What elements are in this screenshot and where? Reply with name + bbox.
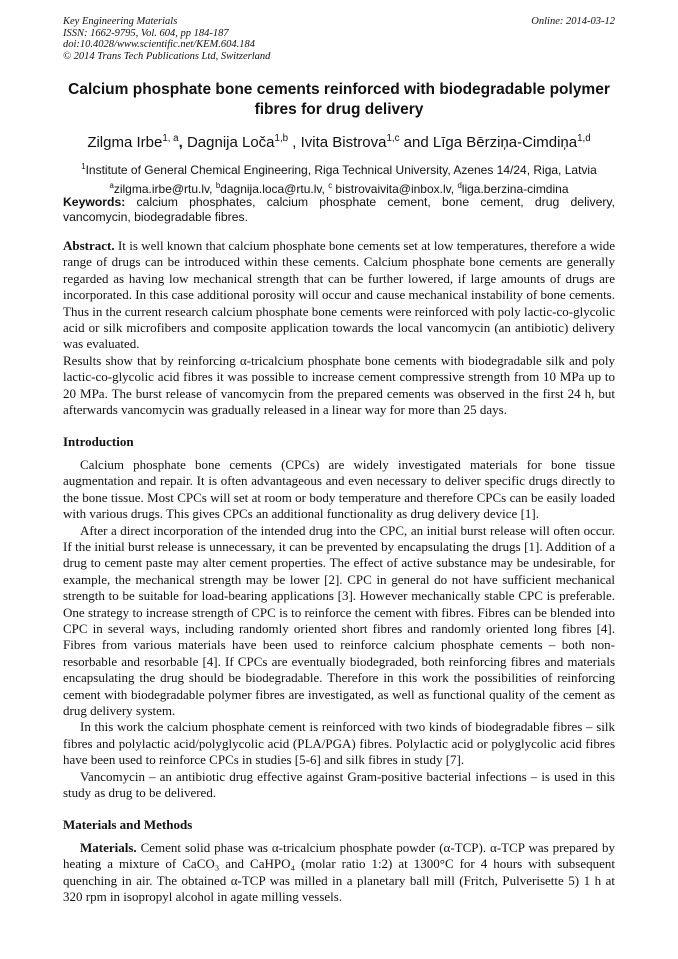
paper-title: Calcium phosphate bone cements reinforced with biodegradable polymer fibres for drug delivery: [68, 81, 610, 118]
abstract-text: It is well known that calcium phosphate bone cements set at low temperatures, therefore a wide range of drugs can be introduced within these cements. Calcium phosphate bone cements are generally regarded as having low mechanical strength that can be further lowered, if large amounts of drugs are incorporated. In this case additional porosity will occur and cause mechanical instability of bone cements. Thus in the current research calcium phosphate bone cements were reinforced with poly lactic-co-glycolic acid or silk microfibers and composite application towards the local vancomycin (an antibiotic) delivery was evaluated.: [63, 238, 615, 352]
online-date: Online: 2014-03-12: [531, 16, 615, 27]
materials-label: Materials.: [80, 839, 137, 855]
materials-text: Cement solid phase was α-tricalcium phosphate powder (α-TCP). α-TCP was prepared by heating a mixture of CaCO₃ and CaHPO₄ (molar ratio 1:2) at 1300°C for 4 hours with subsequent quenching in air. The obtained α-TCP was milled in a planetary ball mill (Fritch, Pulverisette 5) 1 h at 320 rpm in isopropyl alcohol in agate milling vessels.: [63, 839, 615, 905]
author-name: Ivita Bistrova: [300, 134, 387, 151]
paragraph: Calcium phosphate bone cements (CPCs) are widely investigated materials for bone tissue augmentation and repair. It is often advantageous and even necessary to deliver specific drugs directly to the bone tissue. Most CPCs will set at room or body temperature and therefore CPCs can be easily loaded with various drugs. This gives CPCs an additional functionality as drug delivery device [1].: [63, 456, 615, 522]
email-sup: c: [328, 181, 333, 190]
abstract-results: Results show that by reinforcing α-tricalcium phosphate bone cements with biodegradable silk and poly lactic-co-glycolic acid fibres it was possible to increase cement compressive strength from 10 MPa up to 20 MPa. The burst release of vancomycin from the prepared cements was observed in the first 24 h, but afterwards vancomycin was gradually released in a linear way for more than 25 days.: [63, 352, 615, 418]
paper-body: [63, 238, 615, 905]
keywords-text: calcium phosphates, calcium phosphate cement, bone cement, drug delivery, vancomycin, biodegradable fibres.: [63, 195, 615, 224]
author-name: Zilgma Irbe: [87, 134, 163, 151]
journal-name: Key Engineering Materials: [63, 16, 178, 27]
email-sup: a: [109, 181, 114, 190]
paragraph: After a direct incorporation of the intended drug into the CPC, an initial burst release will often occur. If the initial burst release is unnecessary, it can be prevented by encapsulating the drugs [1]. Addition of a drug to cement paste may alter cement properties. The effect of active substance may be undesirable, for example, the mechanical strength may be lower [2]. CPC in general do not have sufficient mechanical strength to be suitable for load-bearing applications [3]. However mechanically stable CPC is preferable. One strategy to increase strength of CPC is to reinforce the cement with fibres. Fibres can be blended into CPC in several ways, including randomly oriented short fibres and randomly oriented long fibres [4]. Fibres from various materials have been used to reinforce calcium phosphate cements – both non-resorbable and resorbable [4]. If CPCs are eventually biodegraded, both reinforcing fibres and materials encapsulating the drug should be biodegradable. Therefore in this work the possibilities of reinforcing cement with biodegradable polymer fibres are investigated, as well as functional quality of the cement as drug delivery system.: [63, 522, 615, 718]
authors: [63, 133, 615, 151]
email[interactable]: dagnija.loca@rtu.lv,: [220, 182, 329, 196]
author-sep: ,: [178, 134, 187, 151]
author-sep: ,: [288, 134, 301, 151]
author-sep: and: [399, 134, 433, 151]
paragraph: [63, 840, 615, 906]
email-sup: b: [215, 181, 221, 190]
email-sup: d: [457, 181, 462, 190]
keywords-label: Keywords:: [63, 195, 126, 209]
journal-header: [63, 16, 270, 62]
affiliation: [63, 159, 615, 197]
email[interactable]: zilgma.irbe@rtu.lv,: [113, 182, 216, 196]
affil-sup: 1: [81, 162, 86, 171]
author-sup: 1,b: [274, 133, 289, 144]
issn: ISSN: 1662-9795, Vol. 604, pp 184-187: [63, 27, 229, 39]
paragraph: In this work the calcium phosphate cement is reinforced with two kinds of biodegradable fibres – silk fibres and polylactic acid/polyglycolic acid (PLA/PGA) fibres. Polylactic acid or polyglycolic acid fibres have been used to reinforce CPCs in studies [5-6] and silk fibres in study [7].: [63, 719, 615, 768]
keywords: [63, 195, 615, 224]
copyright: © 2014 Trans Tech Publications Ltd, Switzerland: [63, 50, 271, 62]
email[interactable]: liga.berzina-cimdina: [461, 182, 569, 196]
author-sup: 1, a: [162, 133, 179, 144]
author-sup: 1,d: [577, 133, 591, 144]
affil-text: Institute of General Chemical Engineering, Riga Technical University, Azenes 14/24, Riga, Latvia: [85, 163, 597, 177]
abstract-label: Abstract.: [63, 238, 115, 253]
abstract: [63, 238, 615, 353]
author-sup: 1,c: [386, 133, 400, 144]
section-heading-methods: Materials and Methods: [63, 817, 193, 833]
author-name: Līga Bērziņa-Cimdiņa: [432, 134, 578, 151]
email[interactable]: bistrovaivita@inbox.lv,: [332, 182, 458, 196]
doi: doi:10.4028/www.scientific.net/KEM.604.184: [63, 39, 255, 50]
paragraph: Vancomycin – an antibiotic drug effective against Gram-positive bacterial infections – is used in this study as drug to be delivered.: [63, 768, 615, 800]
section-heading-introduction: Introduction: [63, 434, 134, 450]
author-name: Dagnija Loča: [186, 134, 275, 151]
